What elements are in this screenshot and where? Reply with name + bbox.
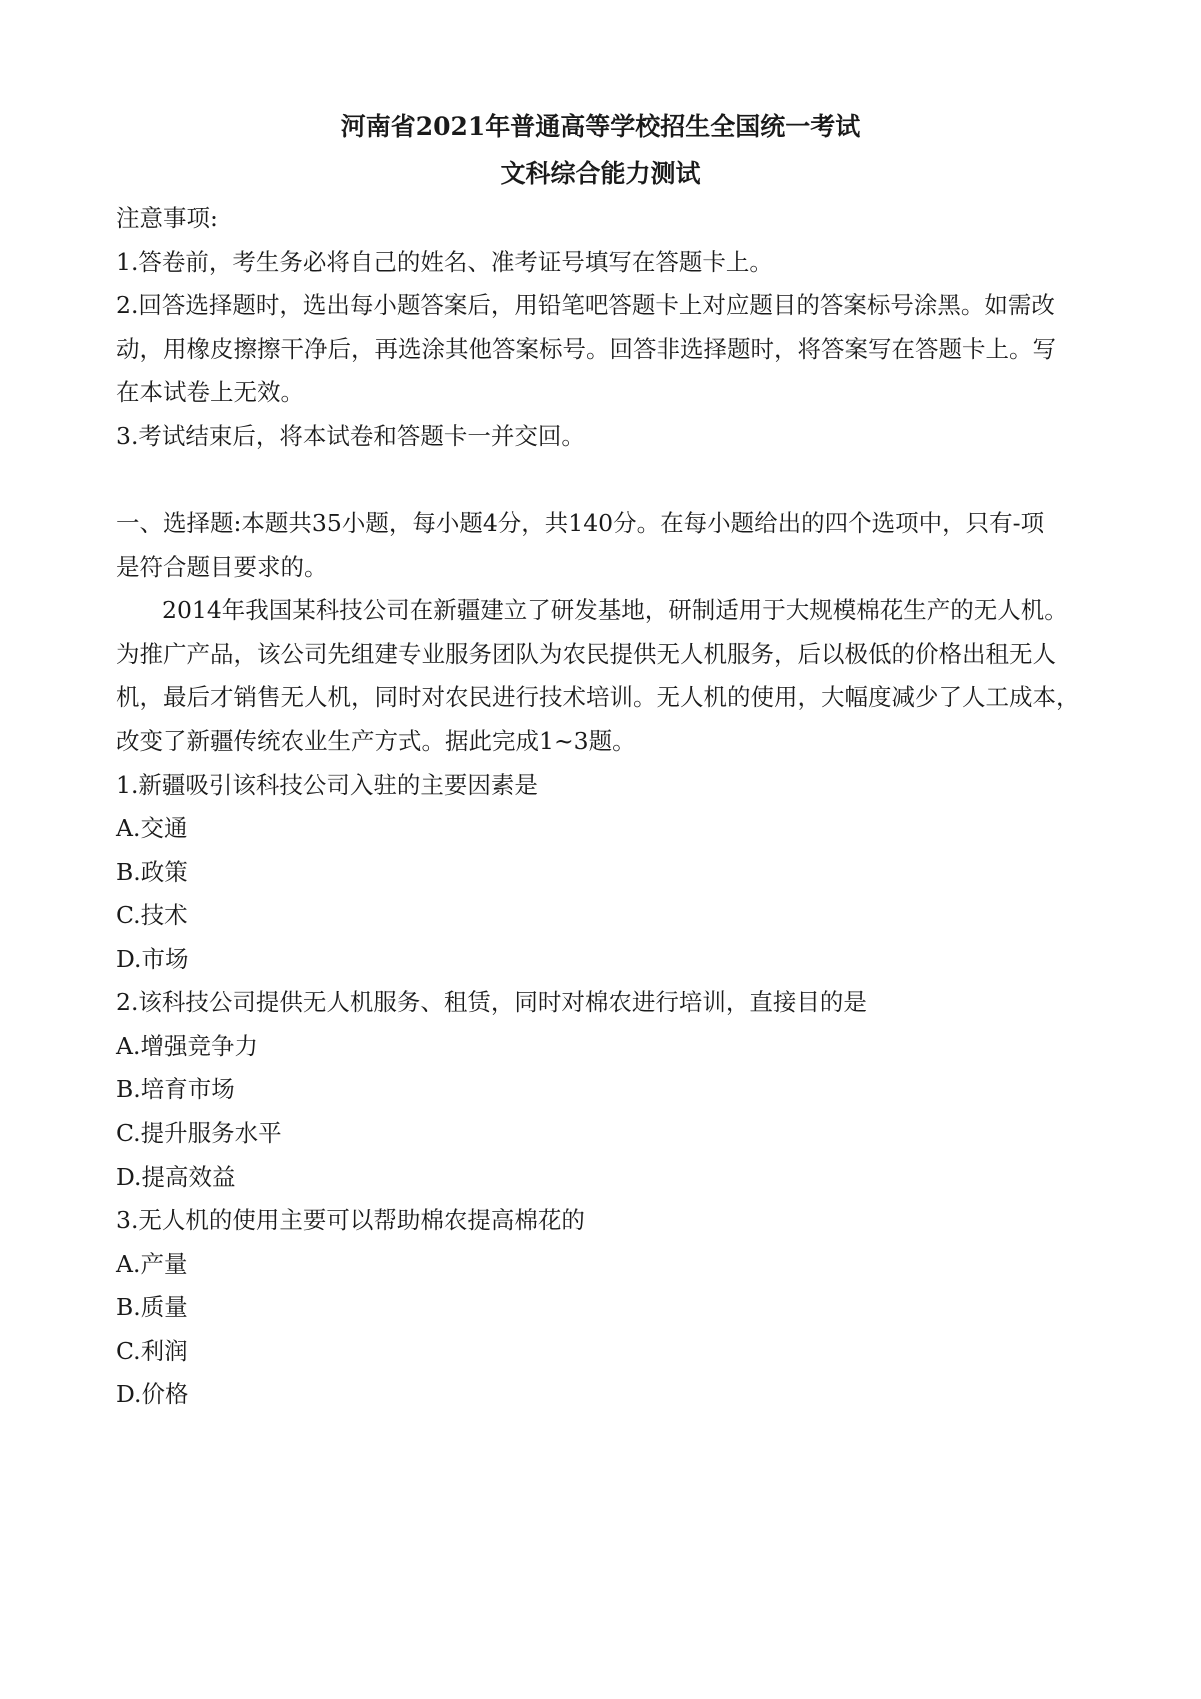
question-option: A.交通 (116, 814, 188, 842)
question-option: B.政策 (116, 858, 188, 886)
question-option: D.市场 (116, 945, 189, 973)
passage-line: 为推广产品，该公司先组建专业服务团队为农民提供无人机服务，后以极低的价格出租无人 (116, 640, 1056, 668)
exam-subtitle: 文科综合能力测试 (500, 159, 701, 188)
section-intro: 是符合题目要求的。 (116, 553, 328, 581)
section-intro: 一、选择题:本题共35小题，每小题4分，共140分。在每小题给出的四个选项中，只有-项 (116, 509, 1045, 537)
passage-line: 机，最后才销售无人机，同时对农民进行技术培训。无人机的使用，大幅度减少了人工成本， (116, 683, 1080, 711)
exam-title: 河南省2021年普通高等学校招生全国统一考试 (340, 112, 861, 141)
question-option: B.质量 (116, 1293, 188, 1321)
question-stem: 3.无人机的使用主要可以帮助棉农提高棉花的 (116, 1206, 585, 1234)
notice-line: 3.考试结束后，将本试卷和答题卡一并交回。 (116, 422, 585, 450)
notice-line: 动，用橡皮擦擦干净后，再选涂其他答案标号。回答非选择题时，将答案写在答题卡上。写 (116, 335, 1056, 363)
question-option: B.培育市场 (116, 1075, 235, 1103)
question-option: C.技术 (116, 901, 188, 929)
question-option: C.提升服务水平 (116, 1119, 282, 1147)
question-option: D.价格 (116, 1380, 189, 1408)
question-option: D.提高效益 (116, 1163, 236, 1191)
notice-line: 在本试卷上无效。 (116, 378, 304, 406)
passage-line: 改变了新疆传统农业生产方式。据此完成1~3题。 (116, 727, 636, 755)
passage-line: 2014年我国某科技公司在新疆建立了研发基地，研制适用于大规模棉花生产的无人机。 (162, 596, 1068, 624)
question-option: A.增强竞争力 (116, 1032, 258, 1060)
question-option: A.产量 (116, 1250, 188, 1278)
notice-heading: 注意事项: (116, 204, 218, 232)
question-stem: 2.该科技公司提供无人机服务、租赁，同时对棉农进行培训，直接目的是 (116, 988, 867, 1016)
question-option: C.利润 (116, 1337, 188, 1365)
question-stem: 1.新疆吸引该科技公司入驻的主要因素是 (116, 771, 538, 799)
notice-line: 1.答卷前，考生务必将自己的姓名、准考证号填写在答题卡上。 (116, 248, 773, 276)
notice-line: 2.回答选择题时，选出每小题答案后，用铅笔吧答题卡上对应题目的答案标号涂黑。如需改 (116, 291, 1055, 319)
